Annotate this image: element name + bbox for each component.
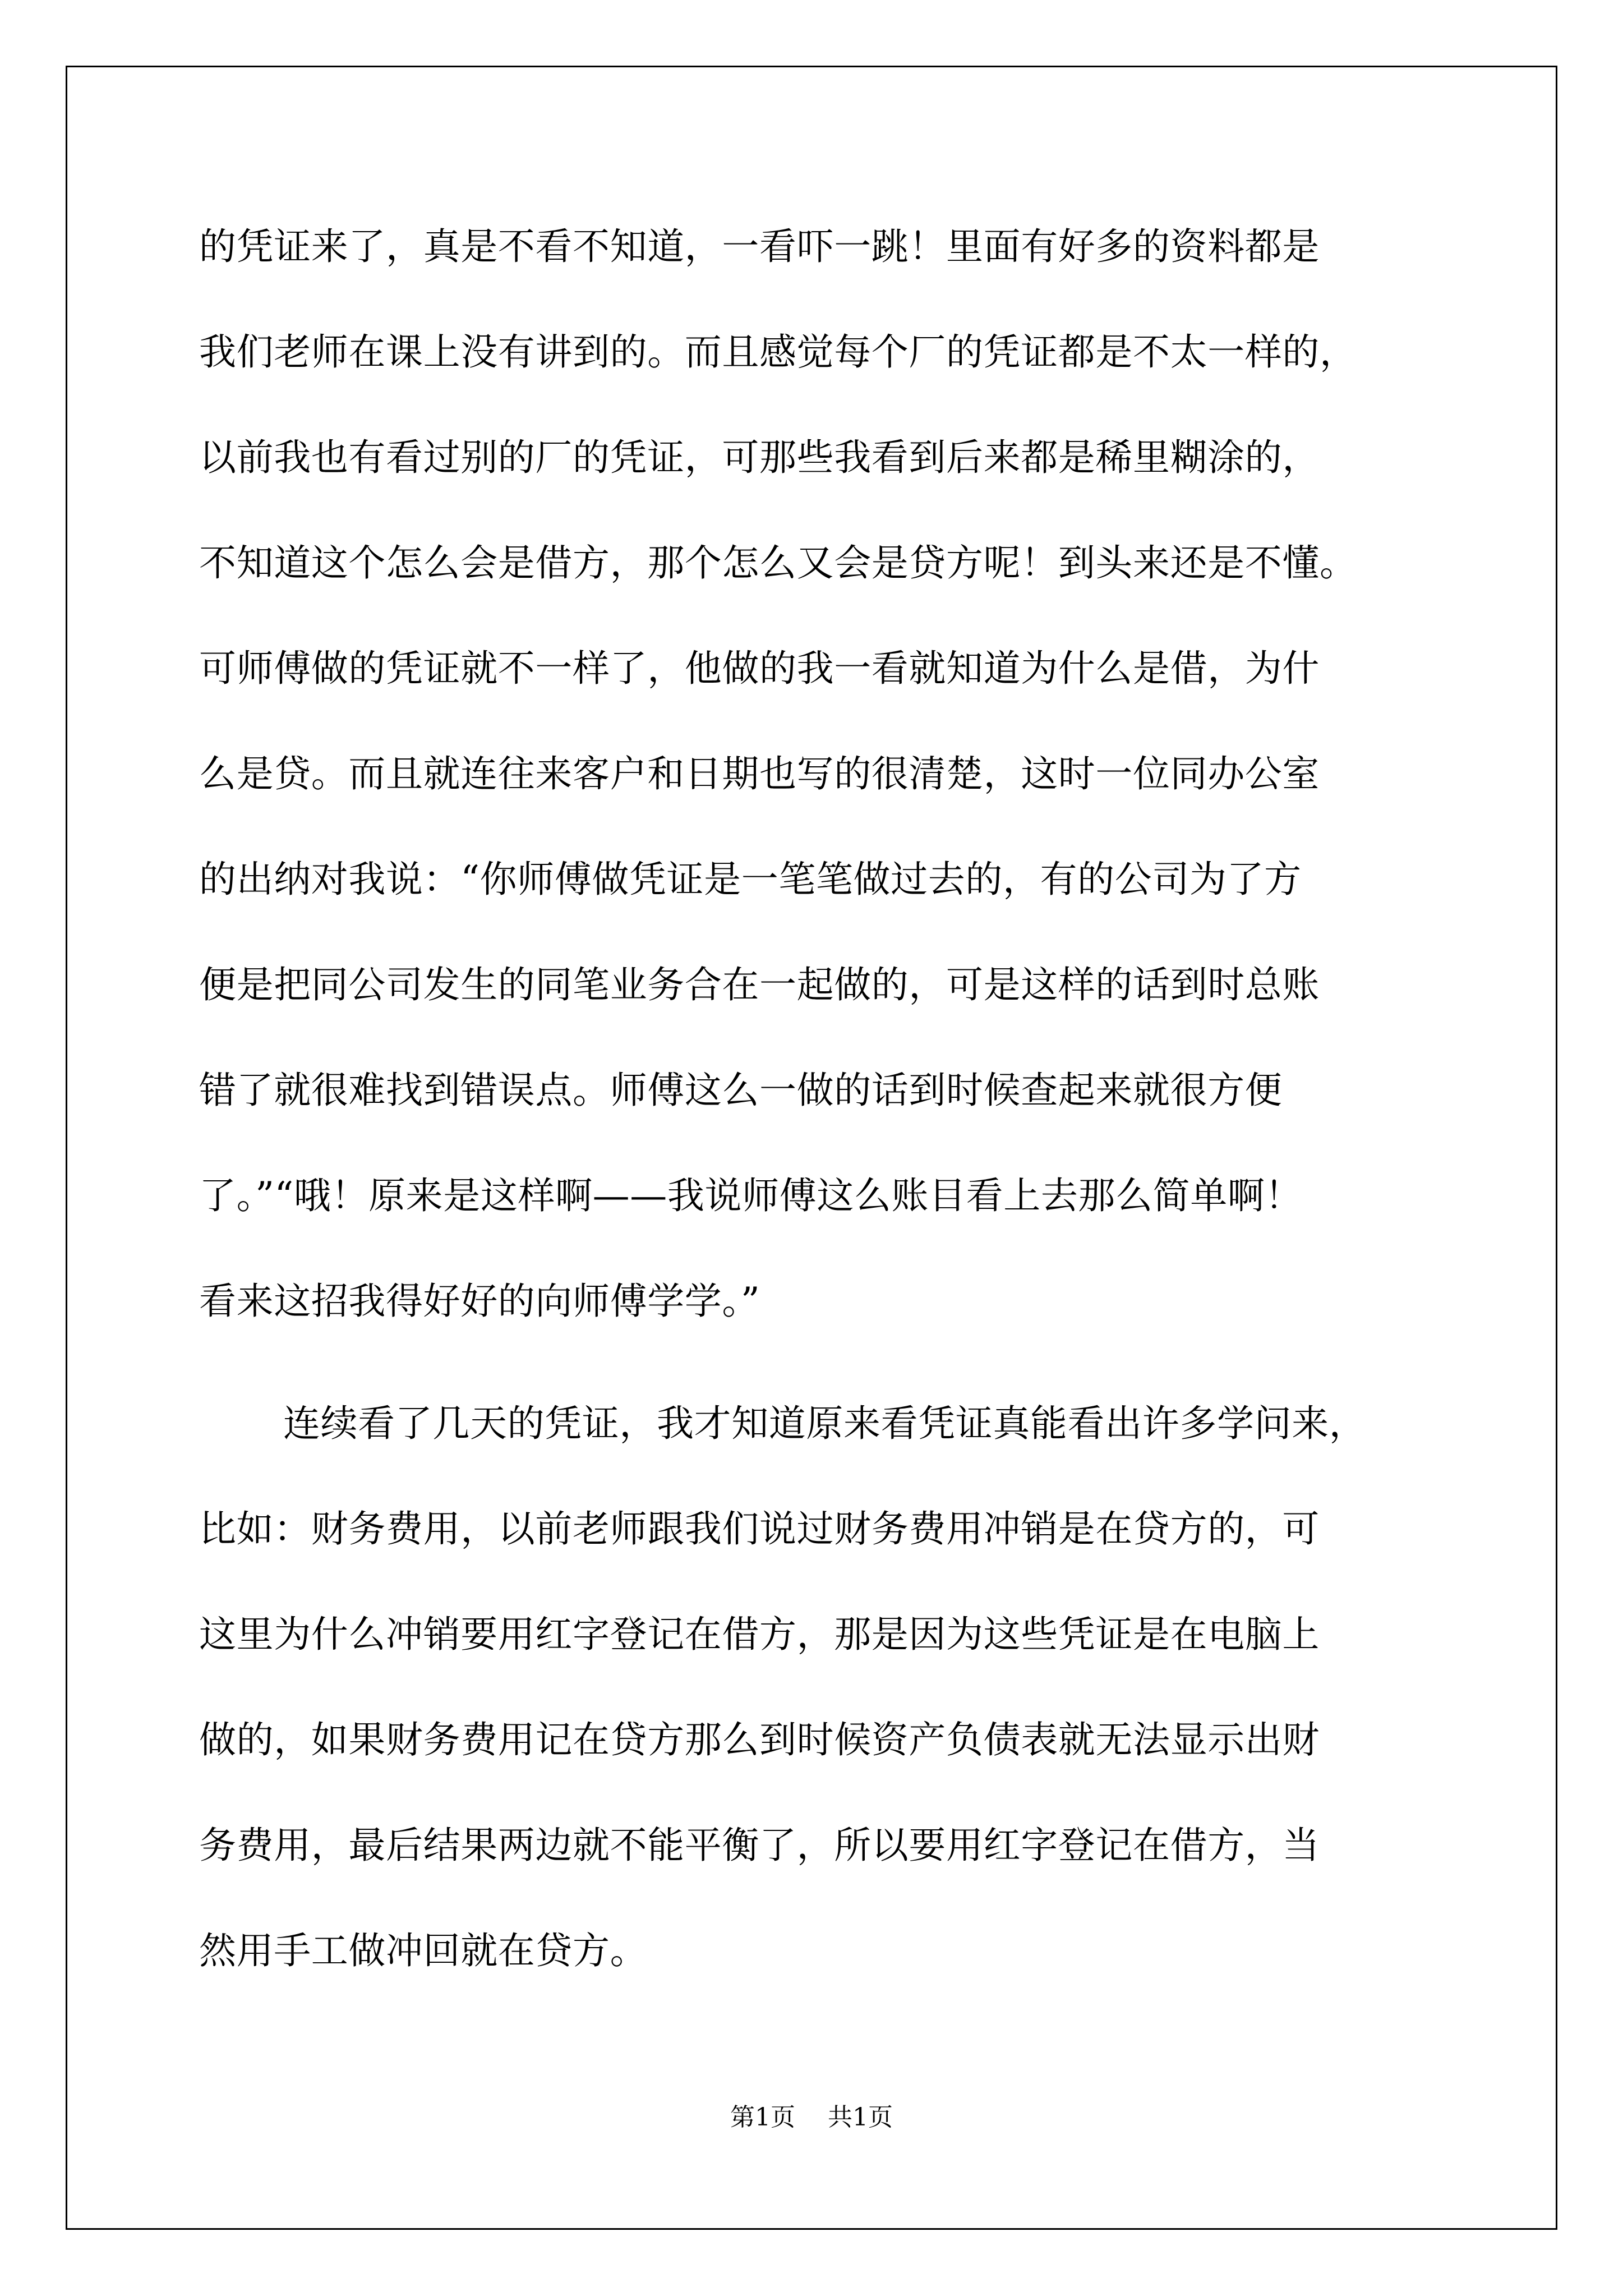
text-line: 我们老师在课上没有讲到的。而且感觉每个厂的凭证都是不太一样的， [199,330,1357,374]
paragraph-spacer [199,1373,1469,1390]
page-number: 第1页 [730,2103,795,2132]
paragraph-2 [199,1390,1469,2023]
text-line: 看来这招我得好好的向师傅学学。” [199,1280,760,1323]
text-line: 错了就很难找到错误点。师傅这么一做的话到时候查起来就很方便 [199,1069,1283,1112]
text-line: 了。”“哦！原来是这样啊——我说师傅这么账目看上去那么简单啊！ [199,1174,1303,1217]
text-line: 便是把同公司发生的同笔业务合在一起做的，可是这样的话到时总账 [199,963,1320,1006]
document-body [199,213,1469,2023]
text-line: 可师傅做的凭证就不一样了，他做的我一看就知道为什么是借，为什 [199,647,1320,690]
text-line: 的出纳对我说：“你师傅做凭证是一笔笔做过去的，有的公司为了方 [199,858,1302,901]
text-line: 以前我也有看过别的厂的凭证，可那些我看到后来都是稀里糊涂的， [199,436,1320,479]
text-line: 务费用，最后结果两边就不能平衡了，所以要用红字登记在借方，当 [199,1824,1320,1867]
page-footer [0,2101,1623,2134]
text-line: 么是贷。而且就连往来客户和日期也写的很清楚，这时一位同办公室 [199,752,1320,795]
text-line: 然用手工做冲回就在贷方。 [199,1929,648,1972]
text-line: 比如：财务费用，以前老师跟我们说过财务费用冲销是在贷方的，可 [199,1507,1320,1550]
text-line: 的凭证来了，真是不看不知道，一看吓一跳！里面有好多的资料都是 [199,225,1320,268]
text-line: 做的，如果财务费用记在贷方那么到时候资产负债表就无法显示出财 [199,1718,1320,1761]
text-line: 这里为什么冲销要用红字登记在借方，那是因为这些凭证是在电脑上 [199,1613,1320,1656]
paragraph-1 [199,213,1469,1373]
page-total: 共1页 [828,2103,893,2132]
text-line: 连续看了几天的凭证，我才知道原来看凭证真能看出许多学问来， [283,1402,1367,1445]
text-line: 不知道这个怎么会是借方，那个怎么又会是贷方呢！到头来还是不懂。 [199,541,1357,585]
